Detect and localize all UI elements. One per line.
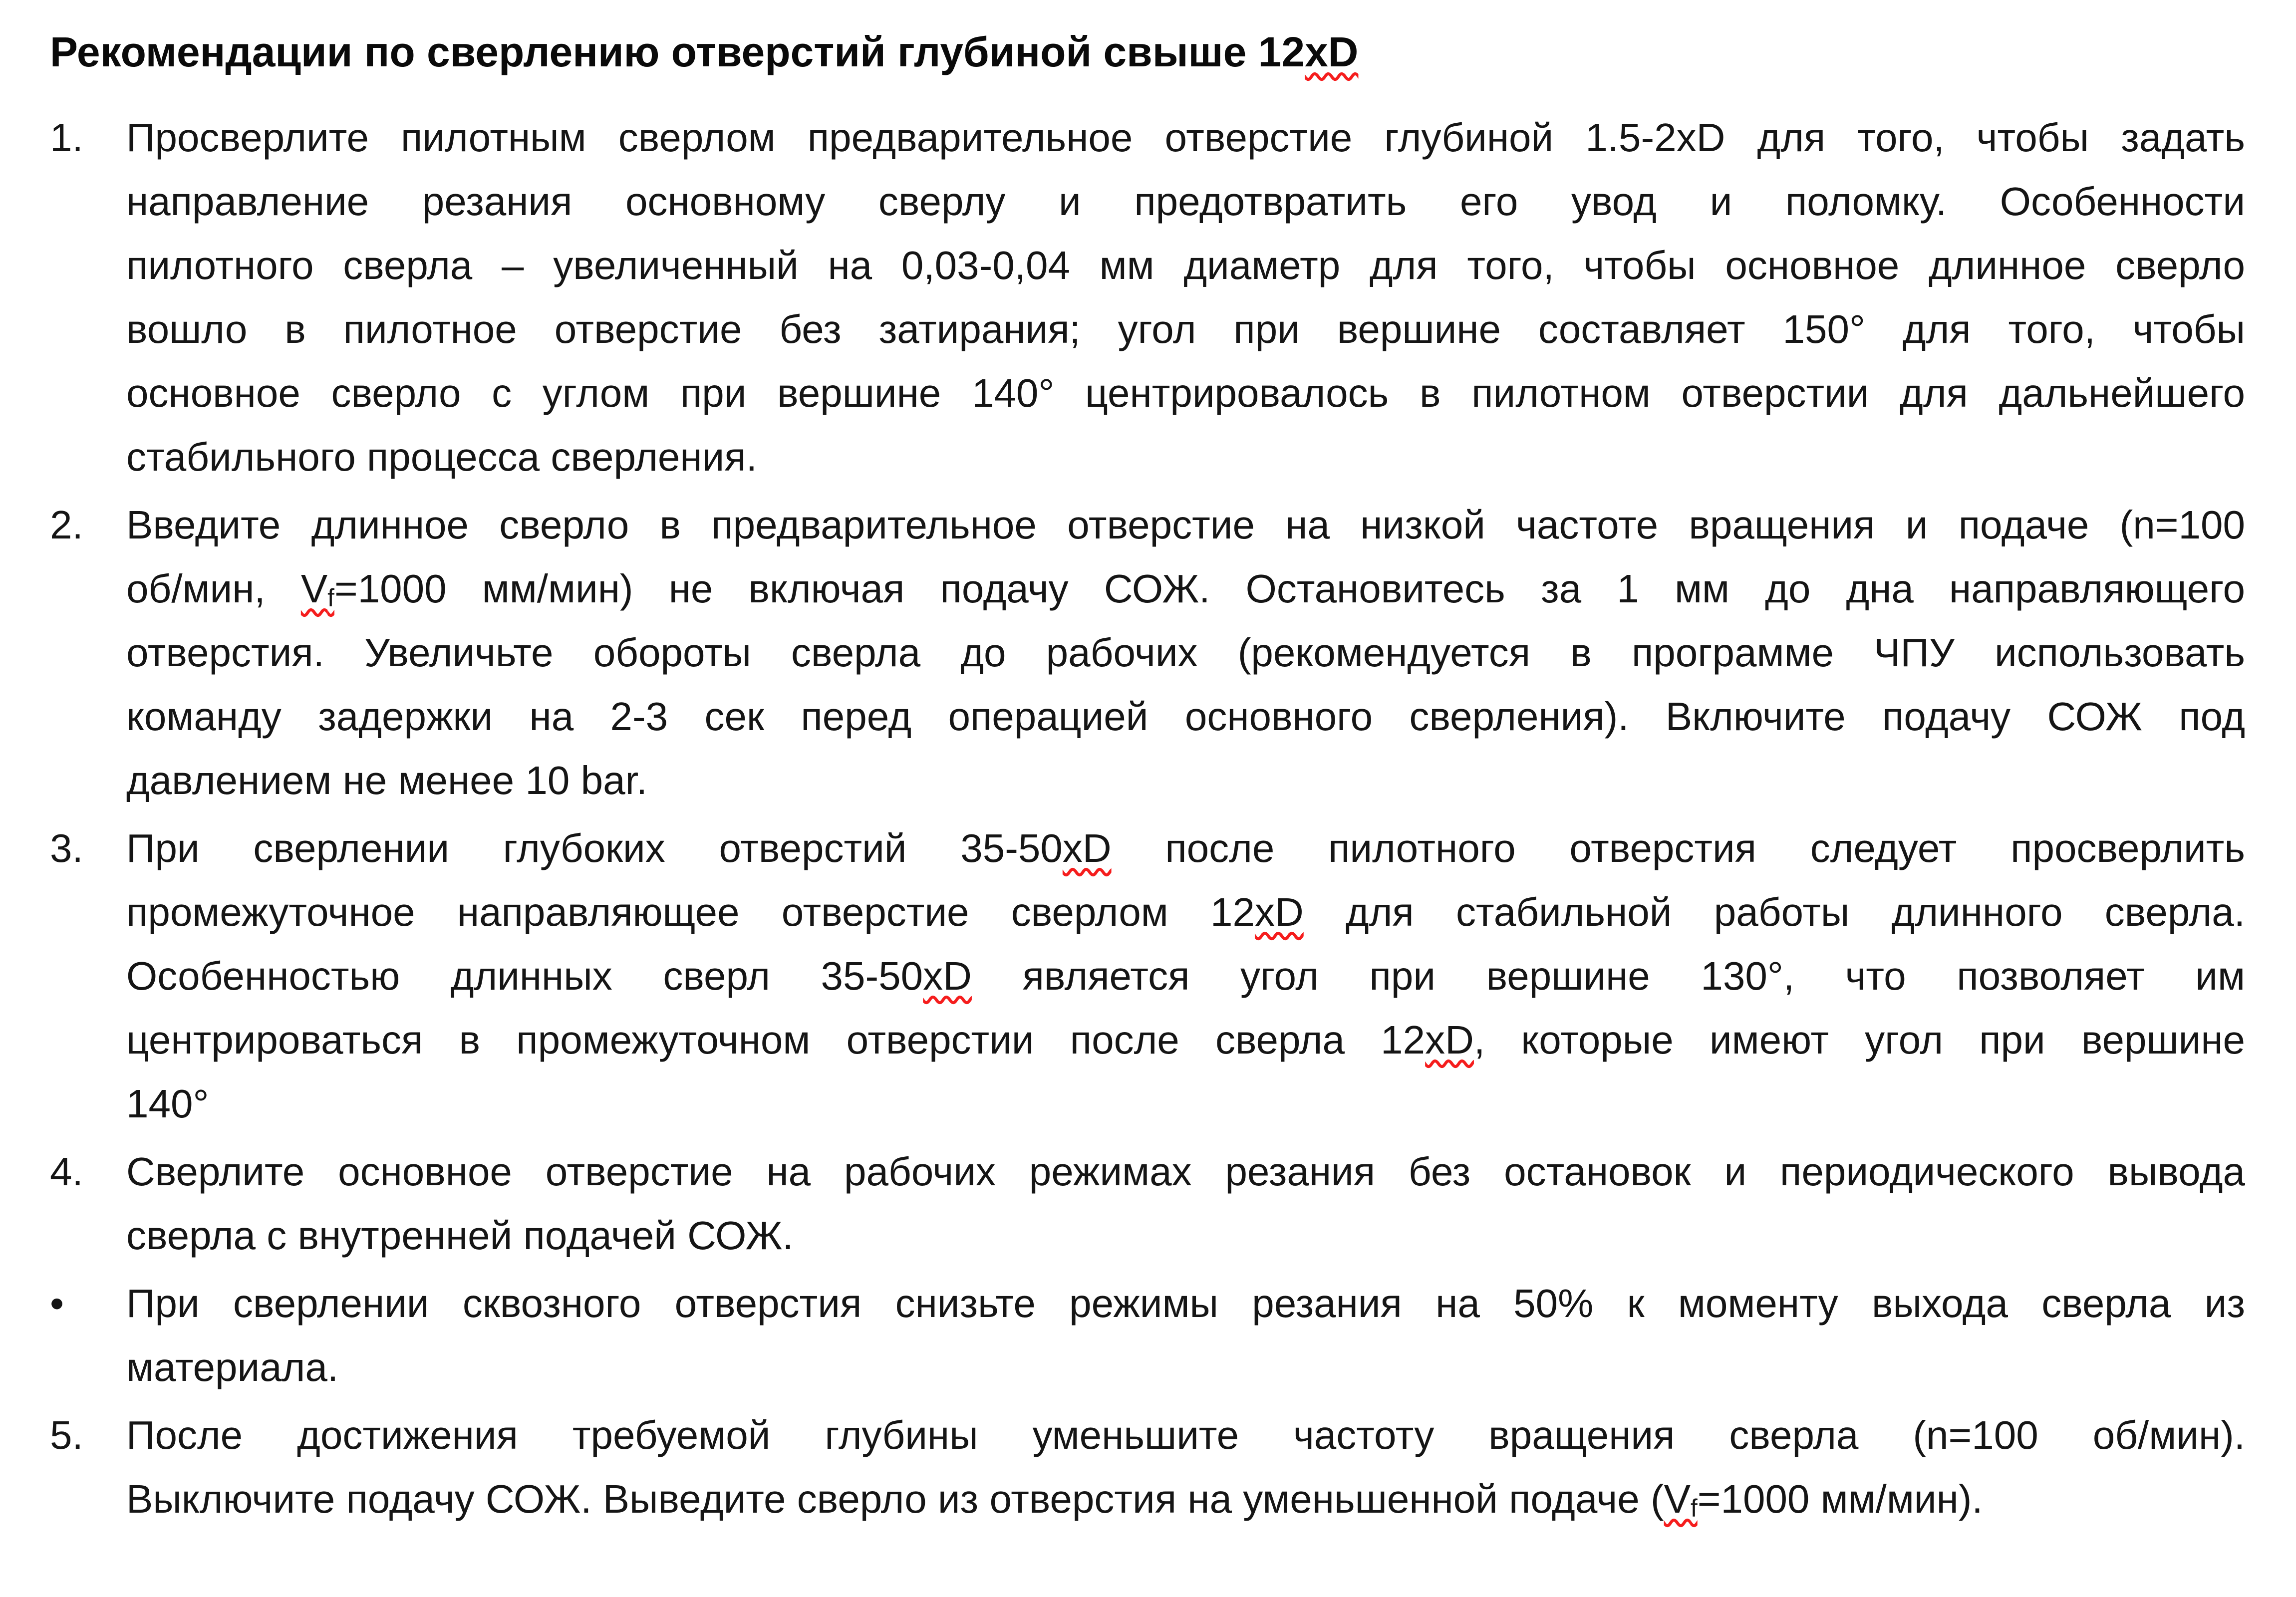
text-run: вошло в пилотное отверстие без затирания; угол при вершине составляет 150° для того, чтобы xyxy=(126,307,2245,351)
text-line xyxy=(126,880,2245,944)
text-run: =1000 мм/мин) не включая подачу СОЖ. Остановитесь за 1 мм до дна направляющего xyxy=(334,566,2246,611)
text-line xyxy=(126,1140,2245,1204)
text-run: V xyxy=(300,566,328,611)
text-line xyxy=(126,1204,2245,1268)
text-run: Сверлите основное отверстие на рабочих режимах резания без остановок и периодического вывода xyxy=(126,1149,2245,1194)
list-number: 1. xyxy=(50,115,83,160)
list-item-text xyxy=(126,106,2245,489)
text-line xyxy=(126,234,2245,297)
text-run: для стабильной работы длинного сверла. xyxy=(1303,890,2245,934)
text-line xyxy=(126,944,2245,1008)
text-line xyxy=(126,1272,2245,1335)
text-run: об/мин, xyxy=(126,566,301,611)
text-run: 140° xyxy=(126,1081,209,1126)
bullet-item xyxy=(50,1272,2245,1399)
text-run: после пилотного отверстия следует просверлить xyxy=(1111,826,2245,870)
list-item-text xyxy=(126,1140,2245,1268)
text-line xyxy=(126,1008,2245,1072)
text-run: материала. xyxy=(126,1345,339,1389)
text-run: При сверлении глубоких отверстий 35-50 xyxy=(126,826,1063,870)
text-run: пилотного сверла – увеличенный на 0,03-0,04 мм диаметр для того, чтобы основное длинное сверло xyxy=(126,243,2245,287)
list-item-text xyxy=(126,493,2245,812)
list-item-5 xyxy=(50,1403,2245,1531)
list-item-text xyxy=(126,816,2245,1136)
text-run: отверстия. Увеличьте обороты сверла до рабочих (рекомендуется в программе ЧПУ использовать xyxy=(126,630,2245,675)
text-line xyxy=(126,621,2245,685)
text-run: Просверлите пилотным сверлом предварительное отверстие глубиной 1.5-2xD для того, чтобы задать xyxy=(126,115,2245,160)
title-text: Рекомендации по сверлению отверстий глубиной свыше 12 xyxy=(50,28,1305,75)
list-item-3 xyxy=(50,816,2245,1136)
text-line xyxy=(126,297,2245,361)
text-run: направление резания основному сверлу и предотвратить его увод и поломку. Особенности xyxy=(126,179,2245,224)
list-number: 3. xyxy=(50,826,83,870)
spellcheck-word-xd: xD xyxy=(1425,1018,1474,1062)
text-run: команду задержки на 2-3 сек перед операцией основного сверления). Включите подачу СОЖ под xyxy=(126,694,2245,739)
text-line xyxy=(126,1072,2245,1136)
text-line xyxy=(126,493,2245,557)
list-number: 4. xyxy=(50,1149,83,1194)
text-run: основное сверло с углом при вершине 140° центрировалось в пилотном отверстии для дальнейшего xyxy=(126,371,2245,415)
text-line xyxy=(126,685,2245,749)
spellcheck-word-vf xyxy=(301,566,334,611)
list-item-4 xyxy=(50,1140,2245,1268)
text-run: является угол при вершине 130°, что позволяет им xyxy=(971,954,2245,998)
text-line xyxy=(126,1335,2245,1399)
list-number: 5. xyxy=(50,1413,83,1457)
text-run: =1000 мм/мин). xyxy=(1697,1477,1983,1521)
text-run: давлением не менее 10 bar. xyxy=(126,758,648,802)
subscript-f: f xyxy=(1690,1494,1698,1522)
list-item-text xyxy=(126,1272,2245,1399)
bullet-marker: • xyxy=(50,1281,64,1326)
text-run: V xyxy=(1664,1477,1691,1521)
text-line xyxy=(126,170,2245,234)
text-run: стабильного процесса сверления. xyxy=(126,435,757,479)
text-line xyxy=(126,1403,2245,1467)
list-item-2 xyxy=(50,493,2245,812)
text-line xyxy=(126,106,2245,170)
list-number: 2. xyxy=(50,503,83,547)
text-line xyxy=(126,749,2245,812)
text-line xyxy=(126,816,2245,880)
text-run: , которые имеют угол при вершине xyxy=(1473,1018,2246,1062)
text-run: После достижения требуемой глубины уменьшите частоту вращения сверла (n=100 об/мин). xyxy=(126,1413,2245,1457)
spellcheck-word-xd: xD xyxy=(1254,890,1304,934)
spellcheck-word-xd: xD xyxy=(1062,826,1112,870)
text-run: промежуточное направляющее отверстие сверлом 12 xyxy=(126,890,1255,934)
list-item-text xyxy=(126,1403,2245,1531)
text-run: Особенностью длинных сверл 35-50 xyxy=(126,954,923,998)
text-run: При сверлении сквозного отверстия снизьте режимы резания на 50% к моменту выхода сверла из xyxy=(126,1281,2245,1326)
text-run: центрироваться в промежуточном отверстии после сверла 12 xyxy=(126,1018,1426,1062)
text-line xyxy=(126,425,2245,489)
text-run: сверла с внутренней подачей СОЖ. xyxy=(126,1213,794,1258)
list-item-1 xyxy=(50,106,2245,489)
document-title xyxy=(50,20,2245,84)
text-line xyxy=(126,361,2245,425)
text-run: Выключите подачу СОЖ. Выведите сверло из отверстия на уменьшенной подаче ( xyxy=(126,1477,1664,1521)
text-line xyxy=(126,1467,2245,1531)
spellcheck-word-vf xyxy=(1664,1477,1698,1521)
subscript-f: f xyxy=(327,583,334,612)
title-spellcheck-word: xD xyxy=(1305,28,1359,75)
text-run: Введите длинное сверло в предварительное отверстие на низкой частоте вращения и подаче (n=100 xyxy=(126,503,2245,547)
spellcheck-word-xd: xD xyxy=(923,954,972,998)
text-line xyxy=(126,557,2245,621)
